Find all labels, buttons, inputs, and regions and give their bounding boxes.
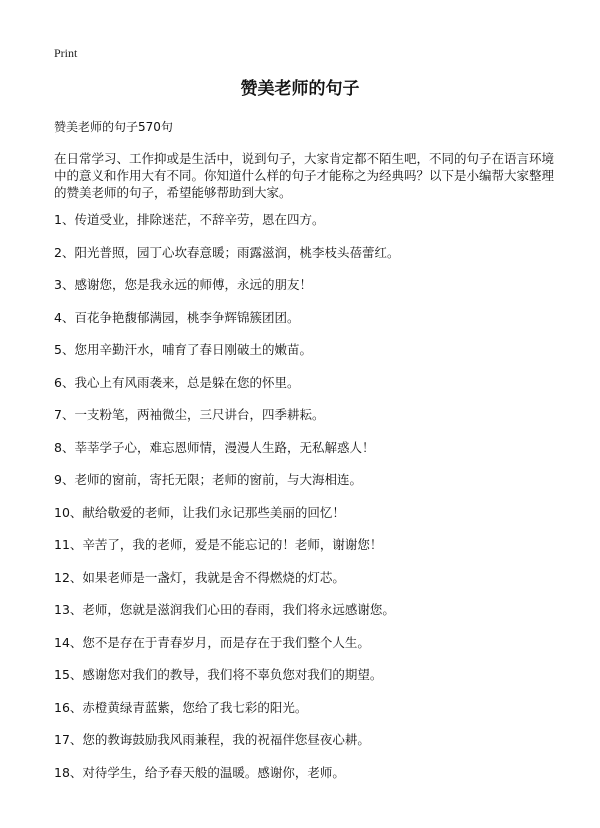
list-item: 16、赤橙黄绿青蓝紫，您给了我七彩的阳光。 (54, 699, 308, 715)
print-link[interactable]: Print (54, 46, 78, 60)
document-subtitle: 赞美老师的句子570句 (54, 120, 173, 134)
quote-list (54, 212, 574, 797)
list-item: 10、献给敬爱的老师，让我们永记那些美丽的回忆！ (54, 504, 345, 520)
list-item: 8、莘莘学子心，难忘恩师情，漫漫人生路，无私解惑人！ (54, 439, 375, 455)
intro-paragraph: 在日常学习、工作抑或是生活中，说到句子，大家肯定都不陌生吧，不同的句子在语言环境中的意义和作用大有不同。你知道什么样的句子才能称之为经典吗？以下是小编帮大家整理的赞美老师的句子，希望能够帮助到大家。 (54, 151, 555, 200)
list-item: 1、传道受业，排除迷茫，不辞辛劳，恩在四方。 (54, 212, 325, 227)
list-item: 12、如果老师是一盏灯，我就是舍不得燃烧的灯芯。 (54, 569, 345, 585)
list-item: 5、您用辛勤汗水，哺育了春日刚破土的嫩苗。 (54, 342, 312, 357)
list-item: 14、您不是存在于青春岁月，而是存在于我们整个人生。 (54, 634, 370, 650)
list-item: 11、辛苦了，我的老师，爱是不能忘记的！老师，谢谢您！ (54, 537, 383, 552)
list-item: 9、老师的窗前，寄托无限；老师的窗前，与大海相连。 (54, 472, 362, 487)
list-item: 7、一支粉笔，两袖微尘，三尺讲台，四季耕耘。 (54, 407, 325, 422)
list-item: 18、对待学生，给予春天般的温暖。感谢你，老师。 (54, 764, 345, 780)
list-item: 4、百花争艳馥郁满园，桃李争辉锦簇团团。 (54, 309, 300, 325)
list-item: 6、我心上有风雨袭来，总是躲在您的怀里。 (54, 374, 300, 390)
list-item: 15、感谢您对我们的教导，我们将不辜负您对我们的期望。 (54, 667, 383, 682)
list-item: 13、老师，您就是滋润我们心田的春雨，我们将永远感谢您。 (54, 602, 395, 617)
list-item: 3、感谢您，您是我永远的师傅，永远的朋友！ (54, 277, 312, 292)
page-title: 赞美老师的句子 (240, 79, 360, 99)
list-item: 17、您的教诲鼓励我风雨兼程，我的祝福伴您昼夜心耕。 (54, 732, 370, 747)
list-item: 2、阳光普照，园丁心坎春意暖；雨露滋润，桃李枝头蓓蕾红。 (54, 244, 400, 260)
